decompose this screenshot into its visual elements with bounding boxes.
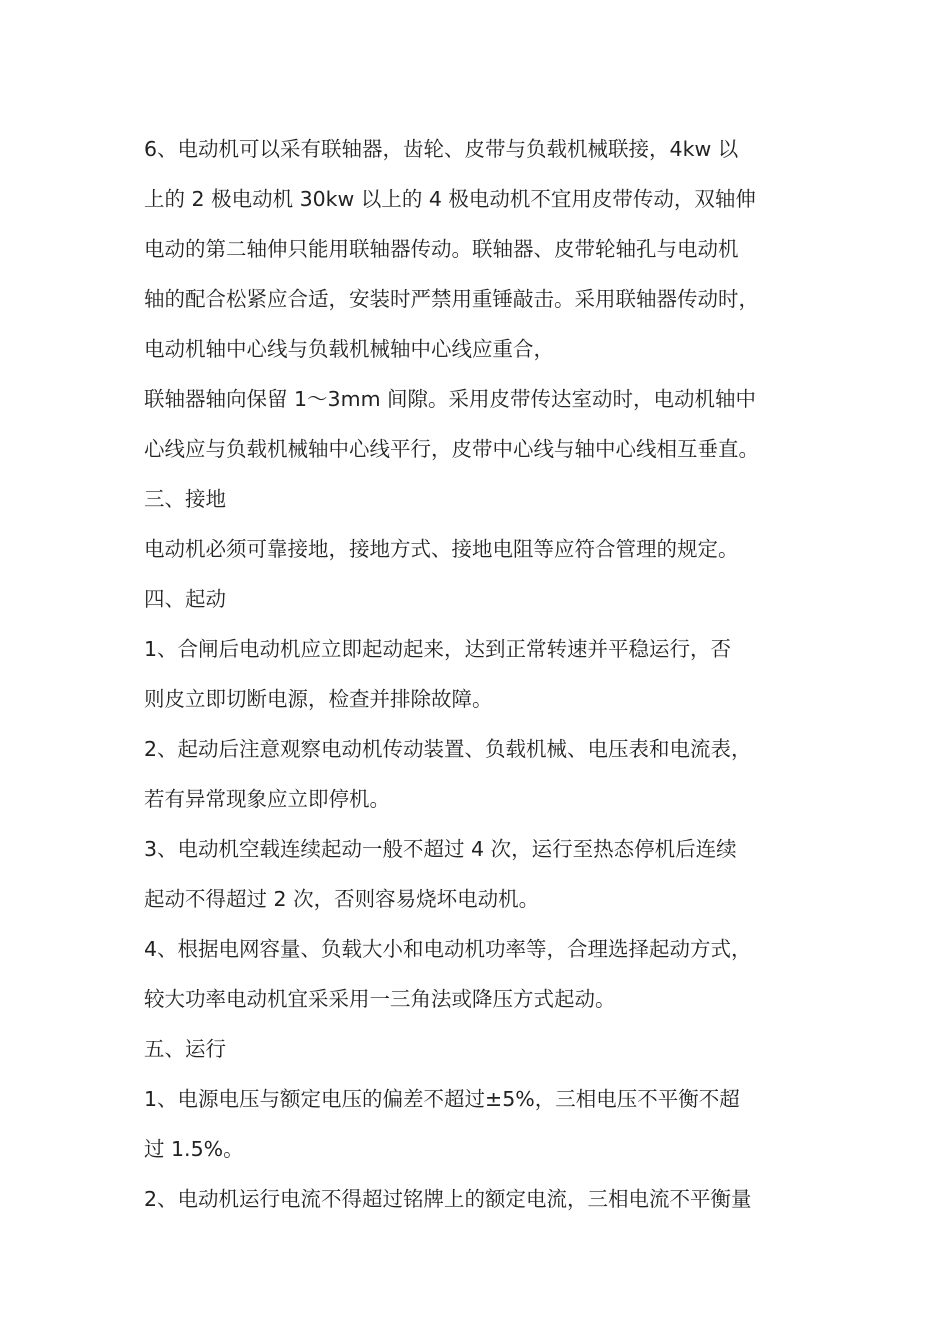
text-line: 过 1.5%。: [144, 1137, 244, 1161]
text-line: 若有异常现象应立即停机。: [144, 787, 390, 811]
text-line: 较大功率电动机宜采采用一三角法或降压方式起动。: [144, 987, 616, 1011]
text-line: 心线应与负载机械轴中心线平行，皮带中心线与轴中心线相互垂直。: [144, 437, 759, 461]
section-heading-starting: 四、起动: [144, 587, 226, 611]
text-line: 2、电动机运行电流不得超过铭牌上的额定电流，三相电流不平衡量: [144, 1187, 752, 1211]
text-line: 则皮立即切断电源，检查并排除故障。: [144, 687, 493, 711]
text-line: 1、电源电压与额定电压的偏差不超过±5%，三相电压不平衡不超: [144, 1087, 740, 1111]
text-line: 联轴器轴向保留 1～3mm 间隙。采用皮带传达室动时，电动机轴中: [144, 387, 757, 411]
document-body: [144, 124, 834, 1224]
text-line: 2、起动后注意观察电动机传动装置、负载机械、电压表和电流表，: [144, 737, 752, 761]
text-line: 电动机轴中心线与负载机械轴中心线应重合，: [144, 337, 554, 361]
section-heading-operation: 五、运行: [144, 1037, 226, 1061]
text-line: 上的 2 极电动机 30kw 以上的 4 极电动机不宜用皮带传动，双轴伸: [144, 187, 756, 211]
text-line: 电动机必须可靠接地，接地方式、接地电阻等应符合管理的规定。: [144, 537, 739, 561]
section-heading-grounding: 三、接地: [144, 487, 226, 511]
text-line: 轴的配合松紧应合适，安装时严禁用重锤敲击。采用联轴器传动时，: [144, 287, 759, 311]
text-line: 4、根据电网容量、负载大小和电动机功率等，合理选择起动方式，: [144, 937, 752, 961]
text-line: 3、电动机空载连续起动一般不超过 4 次，运行至热态停机后连续: [144, 837, 737, 861]
text-line: 电动的第二轴伸只能用联轴器传动。联轴器、皮带轮轴孔与电动机: [144, 237, 739, 261]
text-line: 6、电动机可以采有联轴器，齿轮、皮带与负载机械联接，4kw 以: [144, 137, 739, 161]
text-line: 起动不得超过 2 次，否则容易烧坏电动机。: [144, 887, 540, 911]
text-line: 1、合闸后电动机应立即起动起来，达到正常转速并平稳运行，否: [144, 637, 732, 661]
